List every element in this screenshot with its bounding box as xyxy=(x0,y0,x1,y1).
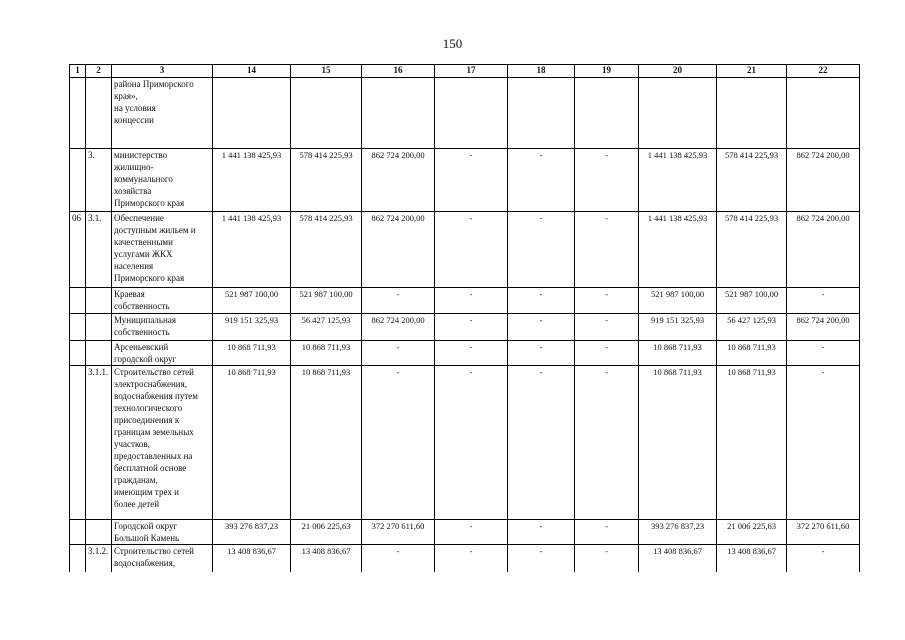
amount-cell: 372 270 611,60 xyxy=(787,520,860,545)
amount-cell: 13 408 836,67 xyxy=(639,545,717,572)
amount-cell xyxy=(291,78,362,149)
amount-cell: 862 724 200,00 xyxy=(787,212,860,288)
amount-cell: 521 987 100,00 xyxy=(213,288,291,314)
amount-cell: 10 868 711,93 xyxy=(639,366,717,520)
amount-cell: - xyxy=(575,366,639,520)
column-header: 15 xyxy=(291,65,362,78)
amount-cell: 10 868 711,93 xyxy=(291,366,362,520)
item-number-cell: 3.1.1. xyxy=(86,366,112,520)
amount-cell: 919 151 325,93 xyxy=(639,314,717,341)
column-header: 2 xyxy=(86,65,112,78)
column-header: 14 xyxy=(213,65,291,78)
item-number-cell xyxy=(86,78,112,149)
amount-cell: - xyxy=(508,520,575,545)
item-number-cell: 3.1. xyxy=(86,212,112,288)
item-name-cell: Краевая собственность xyxy=(112,288,213,314)
amount-cell: - xyxy=(435,545,508,572)
amount-cell: 862 724 200,00 xyxy=(362,149,435,212)
amount-cell: - xyxy=(575,545,639,572)
amount-cell: 521 987 100,00 xyxy=(717,288,787,314)
amount-cell xyxy=(717,78,787,149)
item-number-cell: 3.1.2. xyxy=(86,545,112,572)
program-code-cell xyxy=(70,288,86,314)
column-header: 16 xyxy=(362,65,435,78)
table-row xyxy=(70,520,860,545)
amount-cell: - xyxy=(508,341,575,366)
amount-cell xyxy=(508,78,575,149)
table-row xyxy=(70,341,860,366)
column-header: 20 xyxy=(639,65,717,78)
amount-cell: 393 276 837,23 xyxy=(639,520,717,545)
amount-cell xyxy=(639,78,717,149)
column-header: 17 xyxy=(435,65,508,78)
item-name-cell: Арсеньевский городской округ xyxy=(112,341,213,366)
amount-cell: 578 414 225,93 xyxy=(291,212,362,288)
amount-cell: 578 414 225,93 xyxy=(717,149,787,212)
amount-cell: 10 868 711,93 xyxy=(213,341,291,366)
program-code-cell xyxy=(70,78,86,149)
program-code-cell xyxy=(70,366,86,520)
amount-cell: 919 151 325,93 xyxy=(213,314,291,341)
amount-cell: - xyxy=(508,288,575,314)
amount-cell: 862 724 200,00 xyxy=(362,212,435,288)
amount-cell: 862 724 200,00 xyxy=(787,314,860,341)
table-row xyxy=(70,212,860,288)
item-number-cell: 3. xyxy=(86,149,112,212)
amount-cell xyxy=(575,78,639,149)
amount-cell: - xyxy=(787,341,860,366)
amount-cell: - xyxy=(362,366,435,520)
program-code-cell xyxy=(70,341,86,366)
item-name-cell: Обеспечение доступным жильем и качественными услугами ЖКХ населения Приморского края xyxy=(112,212,213,288)
amount-cell: - xyxy=(435,520,508,545)
amount-cell xyxy=(787,78,860,149)
amount-cell: - xyxy=(362,288,435,314)
amount-cell: 862 724 200,00 xyxy=(362,314,435,341)
item-number-cell xyxy=(86,341,112,366)
item-number-cell xyxy=(86,288,112,314)
item-name-cell: Муниципальная собственность xyxy=(112,314,213,341)
amount-cell: - xyxy=(575,341,639,366)
amount-cell: - xyxy=(787,366,860,520)
table-row xyxy=(70,288,860,314)
item-name-cell: министерство жилищно- коммунального хозяйства Приморского края xyxy=(112,149,213,212)
amount-cell: - xyxy=(435,288,508,314)
budget-table xyxy=(69,64,860,572)
amount-cell: - xyxy=(435,314,508,341)
item-name-cell: Строительство сетей водоснабжения, xyxy=(112,545,213,572)
amount-cell: 521 987 100,00 xyxy=(291,288,362,314)
amount-cell: 21 006 225,63 xyxy=(717,520,787,545)
item-number-cell xyxy=(86,520,112,545)
program-code-cell xyxy=(70,314,86,341)
amount-cell: - xyxy=(362,341,435,366)
amount-cell: 1 441 138 425,93 xyxy=(639,212,717,288)
table-row xyxy=(70,149,860,212)
amount-cell: - xyxy=(575,288,639,314)
amount-cell: 10 868 711,93 xyxy=(213,366,291,520)
amount-cell: - xyxy=(508,366,575,520)
amount-cell: - xyxy=(435,149,508,212)
program-code-cell xyxy=(70,545,86,572)
amount-cell: 13 408 836,67 xyxy=(291,545,362,572)
amount-cell: - xyxy=(508,545,575,572)
amount-cell: 578 414 225,93 xyxy=(291,149,362,212)
amount-cell: - xyxy=(508,149,575,212)
amount-cell: 372 270 611,60 xyxy=(362,520,435,545)
amount-cell: 578 414 225,93 xyxy=(717,212,787,288)
item-name-cell: Городской округ Большой Камень xyxy=(112,520,213,545)
amount-cell: 1 441 138 425,93 xyxy=(213,149,291,212)
program-code-cell: 06 xyxy=(70,212,86,288)
amount-cell: 13 408 836,67 xyxy=(717,545,787,572)
amount-cell: - xyxy=(508,314,575,341)
amount-cell: 10 868 711,93 xyxy=(291,341,362,366)
item-name-cell: Строительство сетей электроснабжения, водоснабжения путем технологического присоединения к границам земельных участков, предоставленных на бесплатной основе гражданам, имеющим трех и более детей xyxy=(112,366,213,520)
column-header: 19 xyxy=(575,65,639,78)
amount-cell: - xyxy=(575,314,639,341)
table-row xyxy=(70,366,860,520)
amount-cell: 393 276 837,23 xyxy=(213,520,291,545)
column-header: 3 xyxy=(112,65,213,78)
page-number: 150 xyxy=(442,36,463,51)
amount-cell: 862 724 200,00 xyxy=(787,149,860,212)
amount-cell: 21 006 225,63 xyxy=(291,520,362,545)
amount-cell: - xyxy=(435,366,508,520)
amount-cell: 1 441 138 425,93 xyxy=(639,149,717,212)
amount-cell: 10 868 711,93 xyxy=(639,341,717,366)
item-number-cell xyxy=(86,314,112,341)
column-header: 1 xyxy=(70,65,86,78)
amount-cell: 1 441 138 425,93 xyxy=(213,212,291,288)
program-code-cell xyxy=(70,520,86,545)
amount-cell xyxy=(362,78,435,149)
amount-cell: - xyxy=(787,545,860,572)
amount-cell: 10 868 711,93 xyxy=(717,366,787,520)
amount-cell: 56 427 125,93 xyxy=(291,314,362,341)
amount-cell xyxy=(435,78,508,149)
column-header: 18 xyxy=(508,65,575,78)
amount-cell: 13 408 836,67 xyxy=(213,545,291,572)
amount-cell: - xyxy=(575,520,639,545)
amount-cell: - xyxy=(508,212,575,288)
amount-cell: 56 427 125,93 xyxy=(717,314,787,341)
amount-cell: 10 868 711,93 xyxy=(717,341,787,366)
item-name-cell: района Приморского края», на условия концессии xyxy=(112,78,213,149)
column-header: 22 xyxy=(787,65,860,78)
amount-cell: 521 987 100,00 xyxy=(639,288,717,314)
amount-cell: - xyxy=(575,212,639,288)
amount-cell xyxy=(213,78,291,149)
table-row xyxy=(70,314,860,341)
amount-cell: - xyxy=(787,288,860,314)
amount-cell: - xyxy=(575,149,639,212)
column-header: 21 xyxy=(717,65,787,78)
amount-cell: - xyxy=(435,341,508,366)
amount-cell: - xyxy=(362,545,435,572)
amount-cell: - xyxy=(435,212,508,288)
table-row xyxy=(70,545,860,572)
program-code-cell xyxy=(70,149,86,212)
header-row xyxy=(70,65,860,78)
table-row xyxy=(70,78,860,149)
